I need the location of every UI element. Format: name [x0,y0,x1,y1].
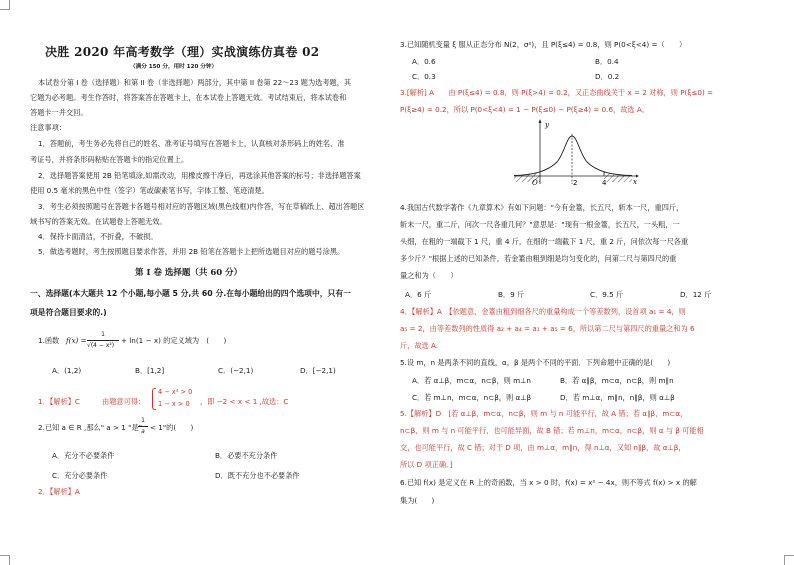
q5-answer-line: 5.【解析】D [若 α⊥β，m⊂α，n⊂β，则 m 与 n 可能平行，故 A 错；若 α∥β，m⊂α， [400,409,688,418]
q5-answer-line: 所以 D 项正确．] [400,460,453,469]
q3-stem: 3.已知随机变量 ξ 服从正态分布 N(2，σ²)，且 P(ξ≤4) = 0.8，则 P(0<ξ<4) =（ ） [400,40,687,49]
part1-title: 第 I 卷 选择题（共 60 分） [135,268,243,278]
q5-option-a[interactable]: A．若 α⊥β，m⊂α，n⊂β，则 m⊥n [412,376,531,385]
notice-label: 注意事项： [30,123,66,132]
q4-stem-line: 斩末一尺，重二斤，问次一尺各重几何？"意思是："现有一根金箠，长五尺，一头粗，一 [400,220,680,229]
intro-line: 本试卷分第 I 卷（选择题）和第 II 卷（非选择题）两部分，其中第 II 卷第 22～23 题为选考题，其 [38,78,352,87]
crop-mark-bottom-left [0,555,10,565]
q4-answer-line: a₅ = 2，由等差数列的性质得 a₂ + a₄ = a₁ + a₅ = 6，所以第二尺与第四尺的重量之和为 6 [400,324,695,333]
q2-frac-num: 1 [141,417,145,424]
q4-answer-line: 4．【解析】A 【依题意，金箠由粗到细各尺的重量构成一个等差数列，设首项 a₁ = 4，则 [400,307,686,316]
q4-option-a[interactable]: A．6 斤 [405,290,432,299]
y-label: y [545,121,549,129]
q3-option-b[interactable]: B．0.4 [595,57,619,66]
notice-line: 3．考生必须按照题号在答题卡各题号相对应的答题区域(黑色线框)内作答，写在草稿纸上、超出答题区 [38,202,365,211]
q4-stem-line: 4.我国古代数学著作《九章算术》有如下问题："今有金箠，长五尺，斩本一尺，重四斤， [400,203,684,212]
q4-option-d[interactable]: D．12 斤 [680,290,712,299]
crop-mark-top-left [0,0,10,10]
notice-line: 2．选择题答案使用 2B 铅笔填涂,如需改动，用橡皮擦干净后，再选涂其他答案的标号；非选择题答案 [38,171,361,180]
notice-line: 使用 0.5 毫米的黑色中性（签字）笔或碳素笔书写，字体工整、笔迹清楚。 [30,186,269,195]
q4-stem-line: 头细，在粗的一端截下 1 尺，重 4 斤，在细的一端截下 1 尺，重 2 斤，问依次每一尺各重 [400,237,689,246]
q1-answer-tail: ，即 −2 < x < 1 ,故选：C [200,397,289,406]
q1-frac-num: 1 [101,331,105,338]
notice-line: 5．做选考题时，考生按照题目要求作答，并用 2B 铅笔在答题卡上把所选题目对应的题号涂黑。 [38,247,345,256]
q3-answer-line: 3.[解析] A 由 P(ξ≤4) = 0.8，则 P(ξ>4) = 0.2，又正态曲线关于 x = 2 对称，则 P(ξ≤0) = [400,88,714,97]
q3-option-a[interactable]: A．0.6 [412,57,436,66]
notice-line: 考证号，并将条形码粘贴在答题卡的指定位置上。 [30,155,189,164]
q5-option-b[interactable]: B．若 α∥β，m⊂α，n⊂β，则 m∥n [560,376,674,385]
notice-line: 域书写的答案无效。在试题卷上答题无效。 [30,217,167,226]
q2-option-d[interactable]: D．既不充分也不必要条件 [215,471,300,480]
q1-system-2: 1 − x > 0 [158,400,190,408]
q6-stem-line: 集为( ) [400,496,435,505]
tick-label-2: 2 [573,179,578,187]
normal-curve-graph [512,118,642,194]
q1-frac-den: √(4 − x²) [87,342,115,349]
q6-stem-line: 6.已知 f(x) 是定义在 R 上的奇函数，当 x > 0 时，f(x) = x² − 4x，则不等式 f(x) > x 的解 [400,478,697,487]
q1-system-1: 4 − x² > 0 [158,388,193,396]
q4-option-b[interactable]: B．9 斤 [498,290,525,299]
q2-stem-a: 2.已知 a ∈ R ,那么" a > 1 "是" [38,423,142,432]
right-tail-shading-band [604,176,632,182]
q4-answer-line: 斤，故选 A. [400,341,439,350]
q4-stem-line: 量之和为（ ） [400,271,458,280]
section-heading: 一、选择题(本大题共 12 个小题,每小题 5 分,共 60 分.在每小题给出的四个选项中，只有一 [30,289,351,298]
q5-stem: 5.设 m，n 是两条不同的直线，α，β 是两个不同的平面．下列命题中正确的是( ) [400,358,671,367]
intro-line: 它题为必考题。考生作答时，将答案答在答题卡上，在本试卷上答题无效。考试结束后，将本试卷和 [30,93,347,102]
q1-answer-label: 1．【解析】C [38,397,80,406]
q2-option-c[interactable]: C．充分必要条件 [52,471,108,480]
q2-option-a[interactable]: A．充分不必要条件 [52,451,115,460]
system-brace [152,388,156,410]
section-heading: 项是符合题目要求的.) [30,308,107,317]
q1-option-b[interactable]: B．[1,2] [135,366,165,375]
q3-answer-line: P(ξ≥4) = 0.2，所以 P(0<ξ<4) = 1 − P(ξ≤0) − P(ξ≥4) = 0.6，故选 A。 [400,105,649,114]
origin-label: O [532,179,538,187]
bell-curve [514,136,632,176]
q3-option-c[interactable]: C．0.3 [412,72,436,81]
y-axis-arrow [539,119,542,123]
q4-option-c[interactable]: C．9.5 斤 [590,290,624,299]
q2-answer-label: 2．【解析】A [38,487,80,496]
q2-option-b[interactable]: B．必要不充分条件 [215,451,278,460]
q4-stem-line: 多少斤？"根据上述的已知条件，若金箠由粗到细是均匀变化的，问第二尺与第四尺的重 [400,254,677,263]
document-subtitle: （满分 150 分，用时 120 分钟） [130,64,218,70]
q1-func: f(x) = [66,336,87,345]
q1-stem-rest: + ln(1 − x) 的定义域为 ( ) [121,336,227,345]
x-label: x [633,178,637,186]
q3-option-d[interactable]: D．0.2 [595,72,620,81]
q5-answer-line: 交，也可能平行，故 C 错；对于 D 项，由 m⊥α，m∥n，得 n⊥α，又知 n∥β，故 α⊥β， [400,443,686,452]
q1-answer-body: 由题意可得： [102,397,146,406]
crop-mark-bottom-right [784,555,794,565]
notice-line: 1．答题前，考生务必先将自己的姓名、准考证号填写在答题卡上，认真核对条形码上的姓名、准 [38,139,345,148]
intro-line: 答题卡一并交回。 [30,108,88,117]
q5-option-c[interactable]: C．若 m⊥n，m⊂α，n⊂β，则 α⊥β [412,393,532,402]
q2-stem-b: < 1"的( ) [150,423,194,432]
document-title: 决胜 2020 年高考数学（理）实战演练仿真卷 02 [45,45,320,59]
q5-option-d[interactable]: D．若 m⊥α，m∥n，n∥β，则 α⊥β [560,393,675,402]
q5-answer-line: n⊂β，则 m 与 n 可能平行，也可能异面，故 B 错；若 m⊥n，m⊂α，n⊂β，则 α 与 β 可能相 [400,426,704,435]
q1-option-d[interactable]: D．[−2,1) [300,366,336,375]
q2-frac-den: a [141,428,145,435]
q1-option-c[interactable]: C．(−2,1) [218,366,254,375]
q1-prefix: 1.函数 [38,336,60,345]
tick-label-4: 4 [602,179,607,187]
notice-line: 4．保持卡面清洁，不折叠，不破损。 [38,232,158,241]
q1-option-a[interactable]: A．(1,2) [52,366,82,375]
